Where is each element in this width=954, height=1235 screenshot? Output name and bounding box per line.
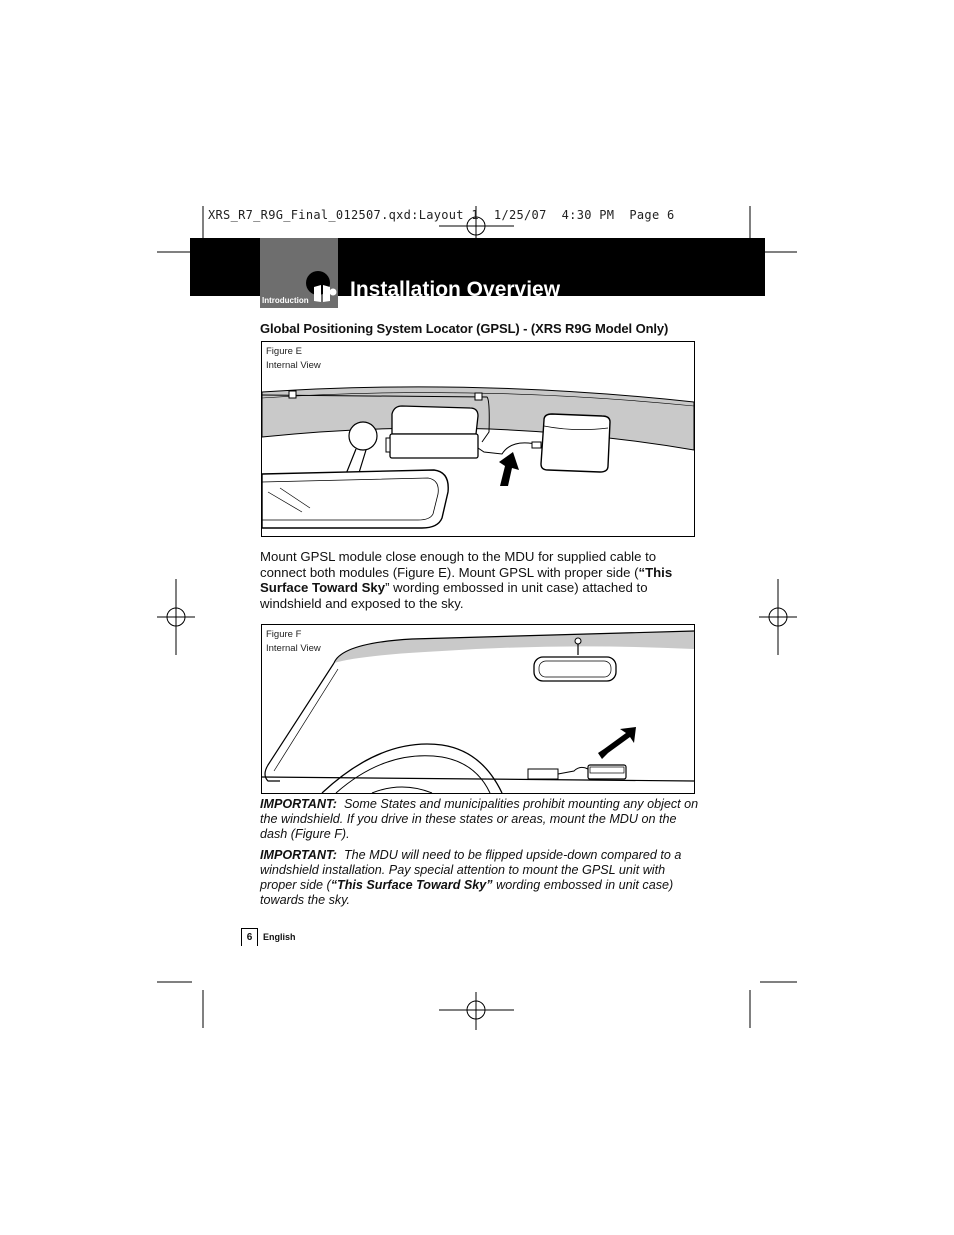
- file-slug-line: XRS_R7_R9G_Final_012507.qxd:Layout 1 1/25/07 4:30 PM Page 6: [208, 208, 675, 222]
- figure-e: [261, 341, 695, 537]
- arrow-icon: [598, 727, 636, 759]
- figure-e-illustration: [262, 342, 694, 536]
- book-reader-icon: [305, 270, 339, 304]
- figure-f: [261, 624, 695, 794]
- page-number: 6: [241, 928, 258, 946]
- footer-language: English: [263, 932, 296, 942]
- figure-e-label: Figure E: [266, 346, 302, 357]
- figure-e-view: Internal View: [266, 360, 321, 371]
- section-heading: Global Positioning System Locator (GPSL) - (XRS R9G Model Only): [260, 321, 669, 336]
- arrow-icon: [499, 452, 519, 486]
- body-paragraph: Mount GPSL module close enough to the MDU for supplied cable to connect both modules (Figure E). Mount GPSL with proper side (“This Surface Toward Sky” wording embossed in unit case) attached to windshield and exposed to the sky.: [260, 549, 673, 611]
- figure-f-illustration: [262, 625, 694, 793]
- page-title: Installation Overview: [350, 278, 561, 296]
- section-tab-label: Introduction: [262, 296, 309, 305]
- important-note-1: IMPORTANT: Some States and municipalities prohibit mounting any object on the windshield. If you drive in these states or areas, mount the MDU on the dash (Figure F).: [260, 797, 699, 841]
- figure-f-view: Internal View: [266, 643, 321, 654]
- important-note-2: IMPORTANT: The MDU will need to be flipped upside-down compared to a windshield installation. Pay special attention to mount the GPSL unit with proper side (“This Surface Toward Sky” wording embossed in unit case) towards the sky.: [260, 848, 682, 907]
- figure-f-label: Figure F: [266, 629, 302, 640]
